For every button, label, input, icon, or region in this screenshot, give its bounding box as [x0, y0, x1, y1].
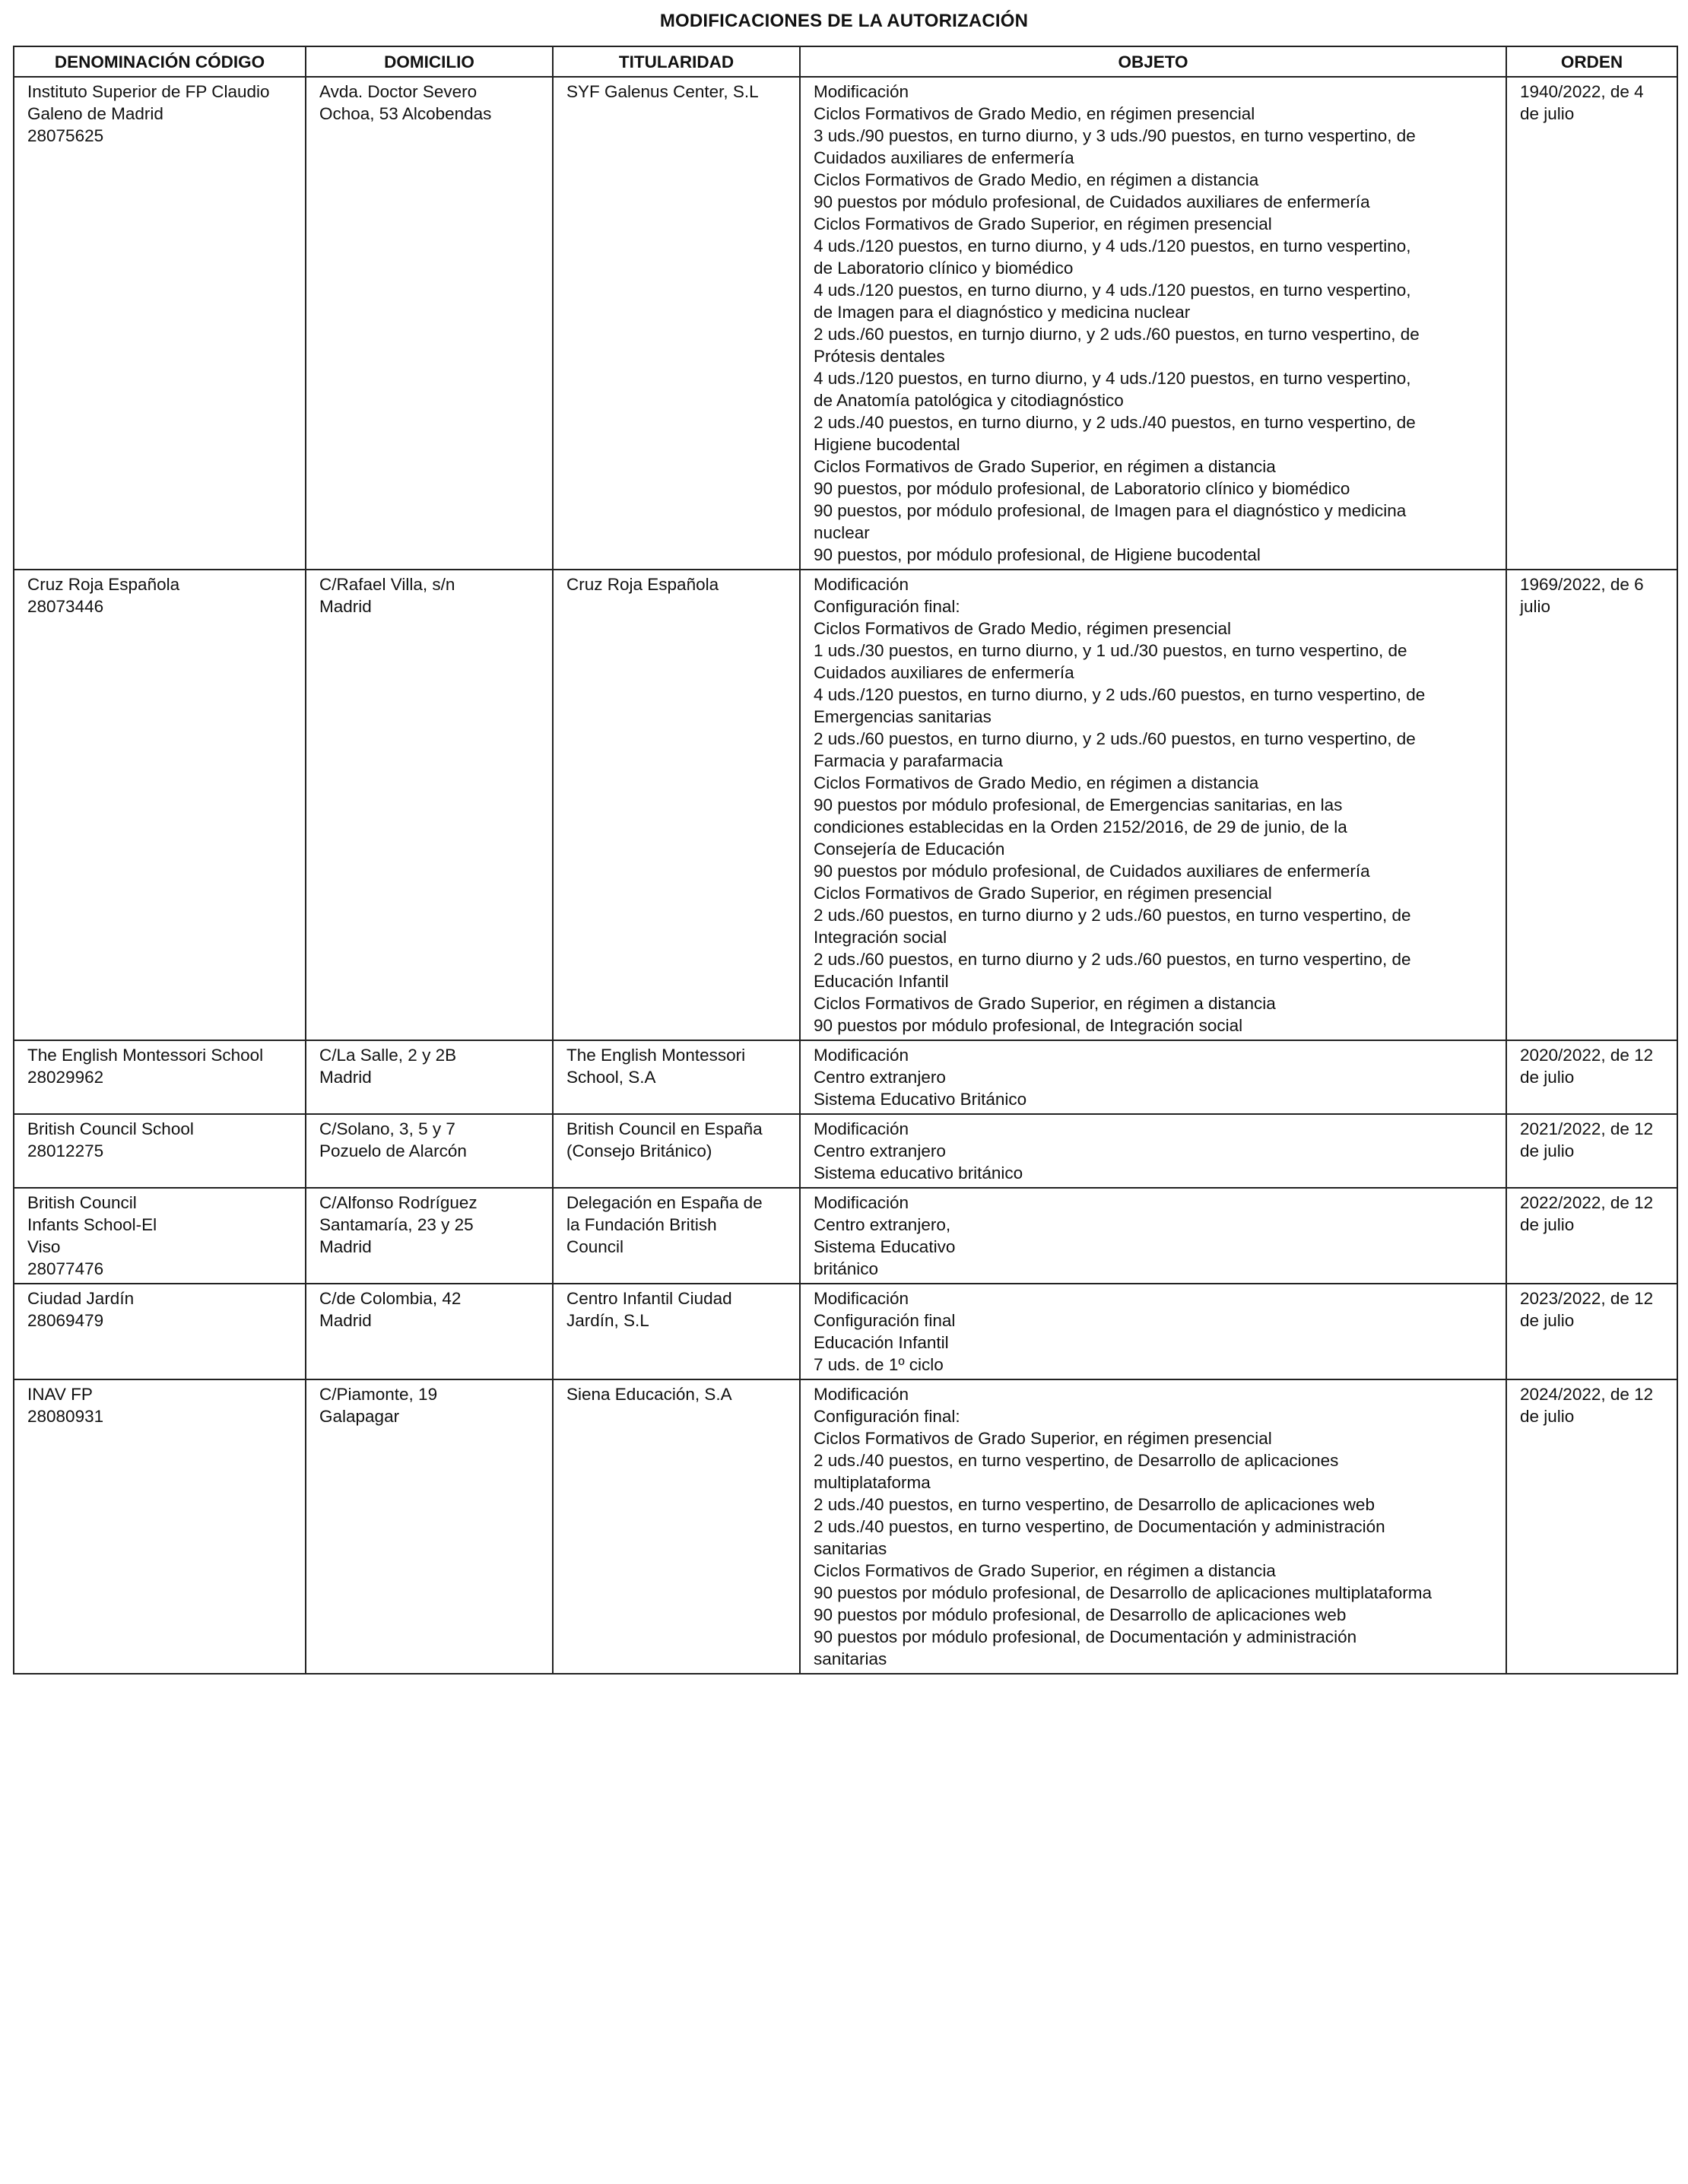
objeto-line: 4 uds./120 puestos, en turno diurno, y 4 uds./120 puestos, en turno vespertino,	[814, 281, 1411, 300]
objeto-line: sanitarias	[814, 1649, 887, 1668]
domicilio-line: Madrid	[319, 1311, 372, 1330]
table-row	[14, 570, 1677, 1040]
titularidad-line: Jardín, S.L	[566, 1311, 649, 1330]
objeto-line: Ciclos Formativos de Grado Medio, régimen presencial	[814, 619, 1231, 638]
domicilio-line: Santamaría, 23 y 25	[319, 1215, 474, 1234]
objeto-line: 1 uds./30 puestos, en turno diurno, y 1 ud./30 puestos, en turno vespertino, de	[814, 641, 1407, 660]
objeto-line: Ciclos Formativos de Grado Superior, en régimen a distancia	[814, 1561, 1276, 1580]
denominacion-line: INAV FP	[27, 1385, 93, 1404]
objeto-line: Educación Infantil	[814, 1333, 949, 1352]
objeto-line: Centro extranjero,	[814, 1215, 951, 1234]
cell-domicilio	[306, 1188, 553, 1284]
objeto-line: 4 uds./120 puestos, en turno diurno, y 2 uds./60 puestos, en turno vespertino, de	[814, 685, 1426, 704]
titularidad-line: The English Montessori	[566, 1046, 746, 1065]
titularidad-line: (Consejo Británico)	[566, 1141, 712, 1160]
objeto-line: 90 puestos por módulo profesional, de Documentación y administración	[814, 1627, 1357, 1646]
cell-denominacion	[14, 1284, 306, 1379]
orden-line: de julio	[1520, 1407, 1575, 1426]
objeto-line: 2 uds./40 puestos, en turno vespertino, de Desarrollo de aplicaciones	[814, 1451, 1339, 1470]
cell-orden	[1506, 1284, 1677, 1379]
objeto-line: 7 uds. de 1º ciclo	[814, 1355, 944, 1374]
objeto-line: de Imagen para el diagnóstico y medicina nuclear	[814, 303, 1191, 322]
denominacion-line: 28080931	[27, 1407, 104, 1426]
domicilio-line: Galapagar	[319, 1407, 400, 1426]
header-objeto: OBJETO	[800, 46, 1506, 77]
objeto-line: de Laboratorio clínico y biomédico	[814, 259, 1074, 278]
domicilio-line: C/Alfonso Rodríguez	[319, 1193, 478, 1212]
objeto-line: Ciclos Formativos de Grado Superior, en régimen presencial	[814, 1429, 1272, 1448]
orden-line: de julio	[1520, 1311, 1575, 1330]
objeto-line: Cuidados auxiliares de enfermería	[814, 148, 1074, 167]
denominacion-line: Ciudad Jardín	[27, 1289, 135, 1308]
orden-line: de julio	[1520, 104, 1575, 123]
table-row	[14, 1040, 1677, 1114]
denominacion-line: 28069479	[27, 1311, 104, 1330]
cell-orden	[1506, 570, 1677, 1040]
titularidad-line: Delegación en España de	[566, 1193, 763, 1212]
cell-titularidad	[553, 1114, 800, 1188]
cell-titularidad	[553, 1284, 800, 1379]
header-domicilio: DOMICILIO	[306, 46, 553, 77]
objeto-line: 4 uds./120 puestos, en turno diurno, y 4 uds./120 puestos, en turno vespertino,	[814, 236, 1411, 256]
objeto-line: 90 puestos por módulo profesional, de Cuidados auxiliares de enfermería	[814, 192, 1370, 211]
objeto-line: multiplataforma	[814, 1473, 931, 1492]
cell-domicilio	[306, 1114, 553, 1188]
denominacion-line: British Council	[27, 1193, 137, 1212]
denominacion-line: 28029962	[27, 1068, 104, 1087]
denominacion-line: The English Montessori School	[27, 1046, 264, 1065]
domicilio-line: C/Rafael Villa, s/n	[319, 575, 455, 594]
table-row	[14, 1284, 1677, 1379]
objeto-line: Ciclos Formativos de Grado Medio, en régimen a distancia	[814, 170, 1259, 189]
cell-domicilio	[306, 1284, 553, 1379]
objeto-line: condiciones establecidas en la Orden 2152/2016, de 29 de junio, de la	[814, 817, 1347, 836]
objeto-line: Prótesis dentales	[814, 347, 945, 366]
orden-line: julio	[1520, 597, 1551, 616]
objeto-line: Cuidados auxiliares de enfermería	[814, 663, 1074, 682]
table-row	[14, 77, 1677, 570]
domicilio-line: Avda. Doctor Severo	[319, 82, 478, 101]
objeto-line: Modificación	[814, 1193, 909, 1212]
objeto-line: 90 puestos, por módulo profesional, de Higiene bucodental	[814, 545, 1261, 564]
cell-titularidad	[553, 570, 800, 1040]
objeto-line: 90 puestos, por módulo profesional, de Laboratorio clínico y biomédico	[814, 479, 1350, 498]
objeto-line: Higiene bucodental	[814, 435, 960, 454]
orden-line: 2023/2022, de 12	[1520, 1289, 1654, 1308]
objeto-line: Sistema Educativo	[814, 1237, 956, 1256]
titularidad-line: Cruz Roja Española	[566, 575, 719, 594]
domicilio-line: C/Solano, 3, 5 y 7	[319, 1119, 455, 1138]
cell-denominacion	[14, 77, 306, 570]
orden-line: 2021/2022, de 12	[1520, 1119, 1654, 1138]
objeto-line: Configuración final	[814, 1311, 956, 1330]
cell-domicilio	[306, 77, 553, 570]
orden-line: de julio	[1520, 1141, 1575, 1160]
objeto-line: 3 uds./90 puestos, en turno diurno, y 3 uds./90 puestos, en turno vespertino, de	[814, 126, 1416, 145]
cell-denominacion	[14, 570, 306, 1040]
objeto-line: Sistema educativo británico	[814, 1163, 1023, 1182]
cell-titularidad	[553, 1188, 800, 1284]
domicilio-line: Madrid	[319, 1068, 372, 1087]
header-titularidad: TITULARIDAD	[553, 46, 800, 77]
objeto-line: Centro extranjero	[814, 1068, 946, 1087]
cell-orden	[1506, 1379, 1677, 1674]
orden-line: 2020/2022, de 12	[1520, 1046, 1654, 1065]
denominacion-line: Infants School-El	[27, 1215, 157, 1234]
domicilio-line: Madrid	[319, 1237, 372, 1256]
objeto-line: Configuración final:	[814, 597, 960, 616]
titularidad-line: Centro Infantil Ciudad	[566, 1289, 732, 1308]
domicilio-line: C/La Salle, 2 y 2B	[319, 1046, 457, 1065]
cell-objeto	[800, 1040, 1506, 1114]
cell-orden	[1506, 1188, 1677, 1284]
titularidad-line: Council	[566, 1237, 624, 1256]
objeto-line: Modificación	[814, 82, 909, 101]
header-denominacion: DENOMINACIÓN CÓDIGO	[14, 46, 306, 77]
domicilio-line: Ochoa, 53 Alcobendas	[319, 104, 492, 123]
objeto-line: Modificación	[814, 1046, 909, 1065]
titularidad-line: Siena Educación, S.A	[566, 1385, 732, 1404]
cell-titularidad	[553, 77, 800, 570]
denominacion-line: 28077476	[27, 1259, 104, 1278]
cell-objeto	[800, 1379, 1506, 1674]
cell-objeto	[800, 77, 1506, 570]
objeto-line: Ciclos Formativos de Grado Superior, en régimen presencial	[814, 884, 1272, 903]
objeto-line: 90 puestos por módulo profesional, de Cuidados auxiliares de enfermería	[814, 862, 1370, 881]
titularidad-line: British Council en España	[566, 1119, 763, 1138]
objeto-line: Modificación	[814, 1119, 909, 1138]
orden-line: de julio	[1520, 1215, 1575, 1234]
orden-line: 1940/2022, de 4	[1520, 82, 1644, 101]
orden-line: 2024/2022, de 12	[1520, 1385, 1654, 1404]
objeto-line: Modificación	[814, 1289, 909, 1308]
table-row	[14, 1379, 1677, 1674]
objeto-line: Educación Infantil	[814, 972, 949, 991]
objeto-line: 2 uds./60 puestos, en turno diurno, y 2 uds./60 puestos, en turno vespertino, de	[814, 729, 1416, 748]
cell-objeto	[800, 1114, 1506, 1188]
objeto-line: 2 uds./60 puestos, en turno diurno y 2 uds./60 puestos, en turno vespertino, de	[814, 906, 1411, 925]
objeto-line: Ciclos Formativos de Grado Superior, en régimen a distancia	[814, 994, 1276, 1013]
objeto-line: nuclear	[814, 523, 870, 542]
domicilio-line: Madrid	[319, 597, 372, 616]
domicilio-line: Pozuelo de Alarcón	[319, 1141, 467, 1160]
objeto-line: 90 puestos, por módulo profesional, de Imagen para el diagnóstico y medicina	[814, 501, 1407, 520]
cell-domicilio	[306, 1040, 553, 1114]
cell-denominacion	[14, 1040, 306, 1114]
objeto-line: Modificación	[814, 575, 909, 594]
objeto-line: Consejería de Educación	[814, 840, 1005, 859]
objeto-line: Sistema Educativo Británico	[814, 1090, 1027, 1109]
objeto-line: 2 uds./60 puestos, en turnjo diurno, y 2 uds./60 puestos, en turno vespertino, de	[814, 325, 1420, 344]
objeto-line: 2 uds./40 puestos, en turno vespertino, de Documentación y administración	[814, 1517, 1385, 1536]
authorization-table	[13, 46, 1678, 1675]
cell-denominacion	[14, 1114, 306, 1188]
denominacion-line: 28012275	[27, 1141, 104, 1160]
cell-orden	[1506, 77, 1677, 570]
objeto-line: de Anatomía patológica y citodiagnóstico	[814, 391, 1124, 410]
objeto-line: Modificación	[814, 1385, 909, 1404]
cell-denominacion	[14, 1188, 306, 1284]
titularidad-line: SYF Galenus Center, S.L	[566, 82, 759, 101]
objeto-line: 90 puestos por módulo profesional, de Desarrollo de aplicaciones multiplataforma	[814, 1583, 1432, 1602]
cell-domicilio	[306, 570, 553, 1040]
objeto-line: 2 uds./60 puestos, en turno diurno y 2 uds./60 puestos, en turno vespertino, de	[814, 950, 1411, 969]
denominacion-line: Instituto Superior de FP Claudio	[27, 82, 270, 101]
page-title: MODIFICACIONES DE LA AUTORIZACIÓN	[659, 11, 1029, 31]
denominacion-line: Viso	[27, 1237, 61, 1256]
table-row	[14, 1114, 1677, 1188]
table-row	[14, 1188, 1677, 1284]
objeto-line: 4 uds./120 puestos, en turno diurno, y 4 uds./120 puestos, en turno vespertino,	[814, 369, 1411, 388]
objeto-line: Ciclos Formativos de Grado Superior, en régimen presencial	[814, 214, 1272, 233]
cell-domicilio	[306, 1379, 553, 1674]
objeto-line: Farmacia y parafarmacia	[814, 751, 1003, 770]
objeto-line: Configuración final:	[814, 1407, 960, 1426]
titularidad-line: School, S.A	[566, 1068, 656, 1087]
objeto-line: 90 puestos por módulo profesional, de Desarrollo de aplicaciones web	[814, 1605, 1347, 1624]
objeto-line: británico	[814, 1259, 879, 1278]
denominacion-line: 28073446	[27, 597, 104, 616]
denominacion-line: British Council School	[27, 1119, 194, 1138]
cell-denominacion	[14, 1379, 306, 1674]
objeto-line: Integración social	[814, 928, 947, 947]
cell-titularidad	[553, 1379, 800, 1674]
cell-objeto	[800, 570, 1506, 1040]
objeto-line: 90 puestos por módulo profesional, de Emergencias sanitarias, en las	[814, 795, 1343, 814]
denominacion-line: Galeno de Madrid	[27, 104, 163, 123]
objeto-line: sanitarias	[814, 1539, 887, 1558]
table-header-row	[14, 46, 1677, 77]
cell-orden	[1506, 1040, 1677, 1114]
objeto-line: 2 uds./40 puestos, en turno diurno, y 2 uds./40 puestos, en turno vespertino, de	[814, 413, 1416, 432]
domicilio-line: C/Piamonte, 19	[319, 1385, 438, 1404]
orden-line: de julio	[1520, 1068, 1575, 1087]
cell-objeto	[800, 1284, 1506, 1379]
table-body	[14, 77, 1677, 1674]
objeto-line: Ciclos Formativos de Grado Medio, en régimen a distancia	[814, 773, 1259, 792]
cell-objeto	[800, 1188, 1506, 1284]
titularidad-line: la Fundación British	[566, 1215, 717, 1234]
objeto-line: Ciclos Formativos de Grado Medio, en régimen presencial	[814, 104, 1255, 123]
denominacion-line: 28075625	[27, 126, 104, 145]
header-orden: ORDEN	[1506, 46, 1677, 77]
denominacion-line: Cruz Roja Española	[27, 575, 180, 594]
objeto-line: Ciclos Formativos de Grado Superior, en régimen a distancia	[814, 457, 1276, 476]
objeto-line: Emergencias sanitarias	[814, 707, 992, 726]
objeto-line: 90 puestos por módulo profesional, de Integración social	[814, 1016, 1243, 1035]
orden-line: 2022/2022, de 12	[1520, 1193, 1654, 1212]
cell-orden	[1506, 1114, 1677, 1188]
domicilio-line: C/de Colombia, 42	[319, 1289, 462, 1308]
cell-titularidad	[553, 1040, 800, 1114]
objeto-line: Centro extranjero	[814, 1141, 946, 1160]
orden-line: 1969/2022, de 6	[1520, 575, 1644, 594]
objeto-line: 2 uds./40 puestos, en turno vespertino, de Desarrollo de aplicaciones web	[814, 1495, 1375, 1514]
